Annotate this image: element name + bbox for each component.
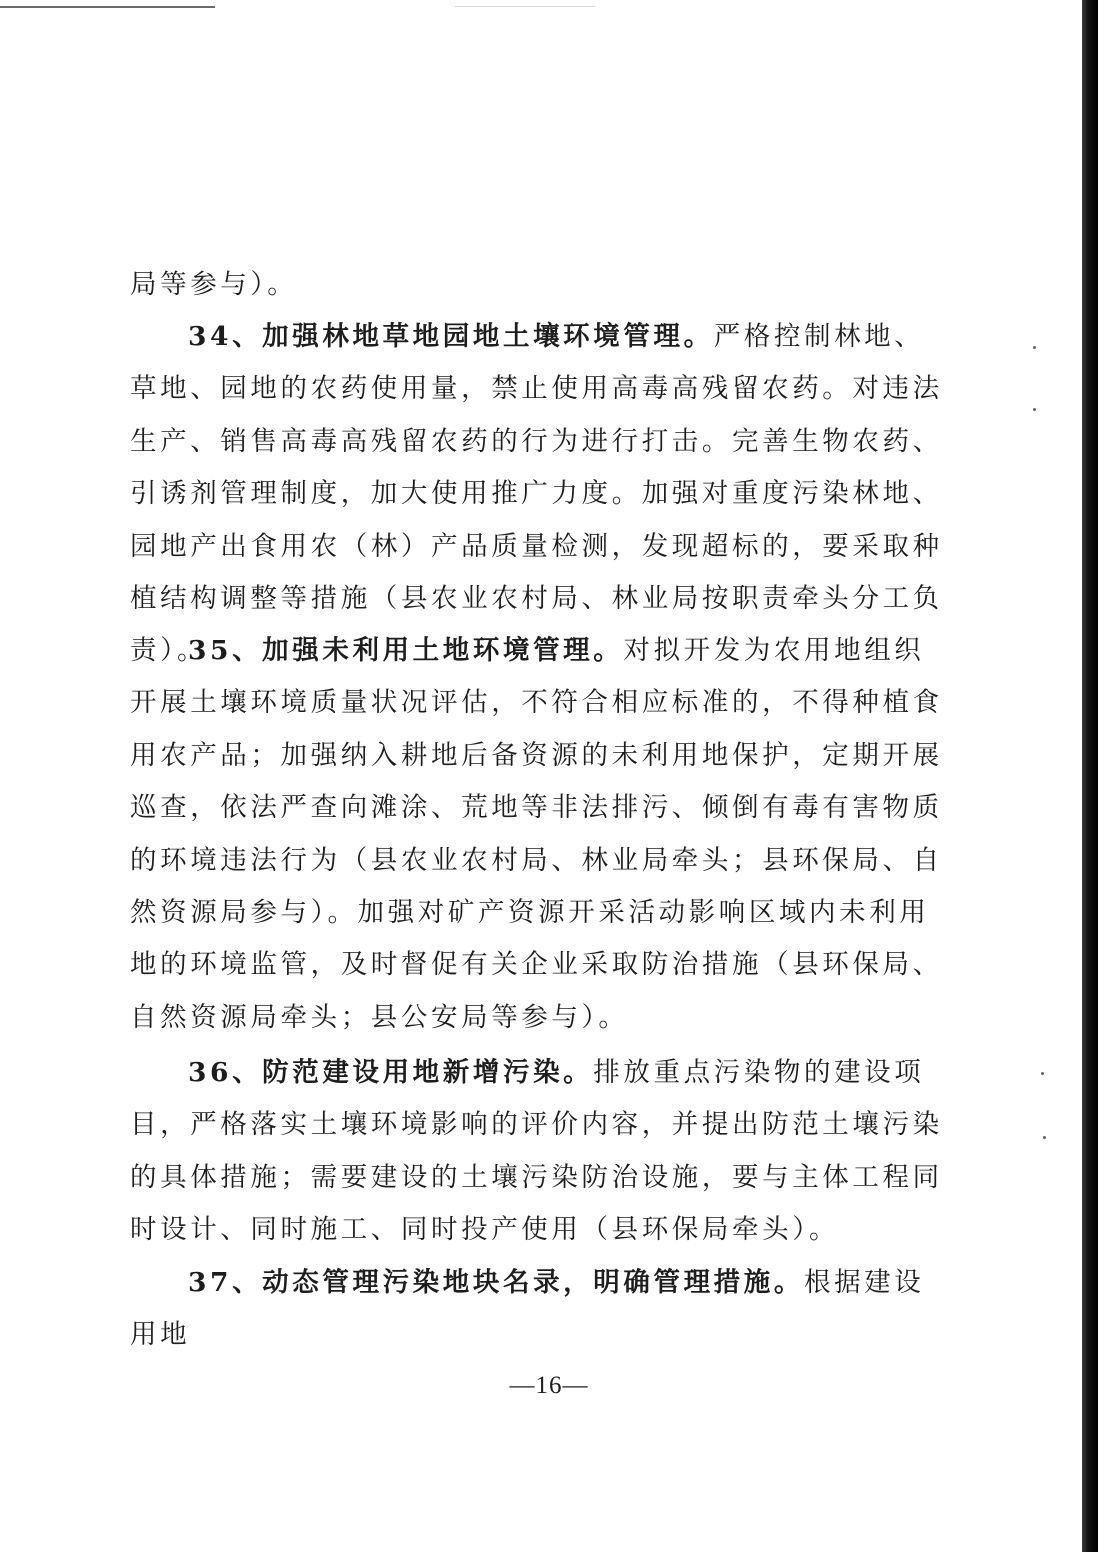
scan-top-smudge	[455, 6, 595, 7]
scan-speck	[1041, 1072, 1044, 1075]
item-36	[130, 1047, 950, 1257]
page-number: —16—	[509, 1372, 589, 1399]
item-34-heading: 34、加强林地草地园地土壤环境管理。	[188, 321, 714, 352]
scan-speck	[1033, 408, 1036, 411]
scan-top-rule	[0, 6, 215, 8]
item-36-body: 排放重点污染物的建设项目，严格落实土壤环境影响的评价内容，并提出防范土壤污染的具体措施；需要建设的土壤污染防治设施，要与主体工程同时设计、同时施工、同时投产使用（县环保局牵头）。	[130, 1057, 943, 1246]
item-37	[130, 1257, 950, 1362]
item-35-heading: 35、加强未利用土地环境管理。	[188, 635, 624, 666]
item-35	[130, 625, 950, 1044]
item-37-heading: 37、动态管理污染地块名录，明确管理措施。	[188, 1267, 804, 1298]
scan-right-edge	[1082, 0, 1098, 1552]
item-37-body: 根据建设用地	[130, 1267, 925, 1351]
scan-speck	[1033, 346, 1036, 349]
item-34-body: 严格控制林地、草地、园地的农药使用量，禁止使用高毒高残留农药。对违法生产、销售高毒高残留农药的行为进行打击。完善生物农药、引诱剂管理制度，加大使用推广力度。加强对重度污染林地、园地产出食用农（林）产品质量检测，发现超标的，要采取种植结构调整等措施（县农业农村局、林业局按职责牵头分工负责）。	[130, 321, 943, 667]
item-36-heading: 36、防范建设用地新增污染。	[188, 1057, 594, 1088]
continuation-line: 局等参与）。	[130, 269, 298, 300]
scan-speck	[1043, 1136, 1046, 1139]
item-34	[130, 311, 950, 678]
item-35-body: 对拟开发为农用地组织开展土壤环境质量状况评估，不符合相应标准的，不得种植食用农产品；加强纳入耕地后备资源的未利用地保护，定期开展巡查，依法严查向滩涂、荒地等非法排污、倾倒有毒有害物质的环境违法行为（县农业农村局、林业局牵头；县环保局、自然资源局参与）。加强对矿产资源开采活动影响区域内未利用地的环境监管，及时督促有关企业采取防治措施（县环保局、自然资源局牵头；县公安局等参与）。	[130, 635, 943, 1033]
